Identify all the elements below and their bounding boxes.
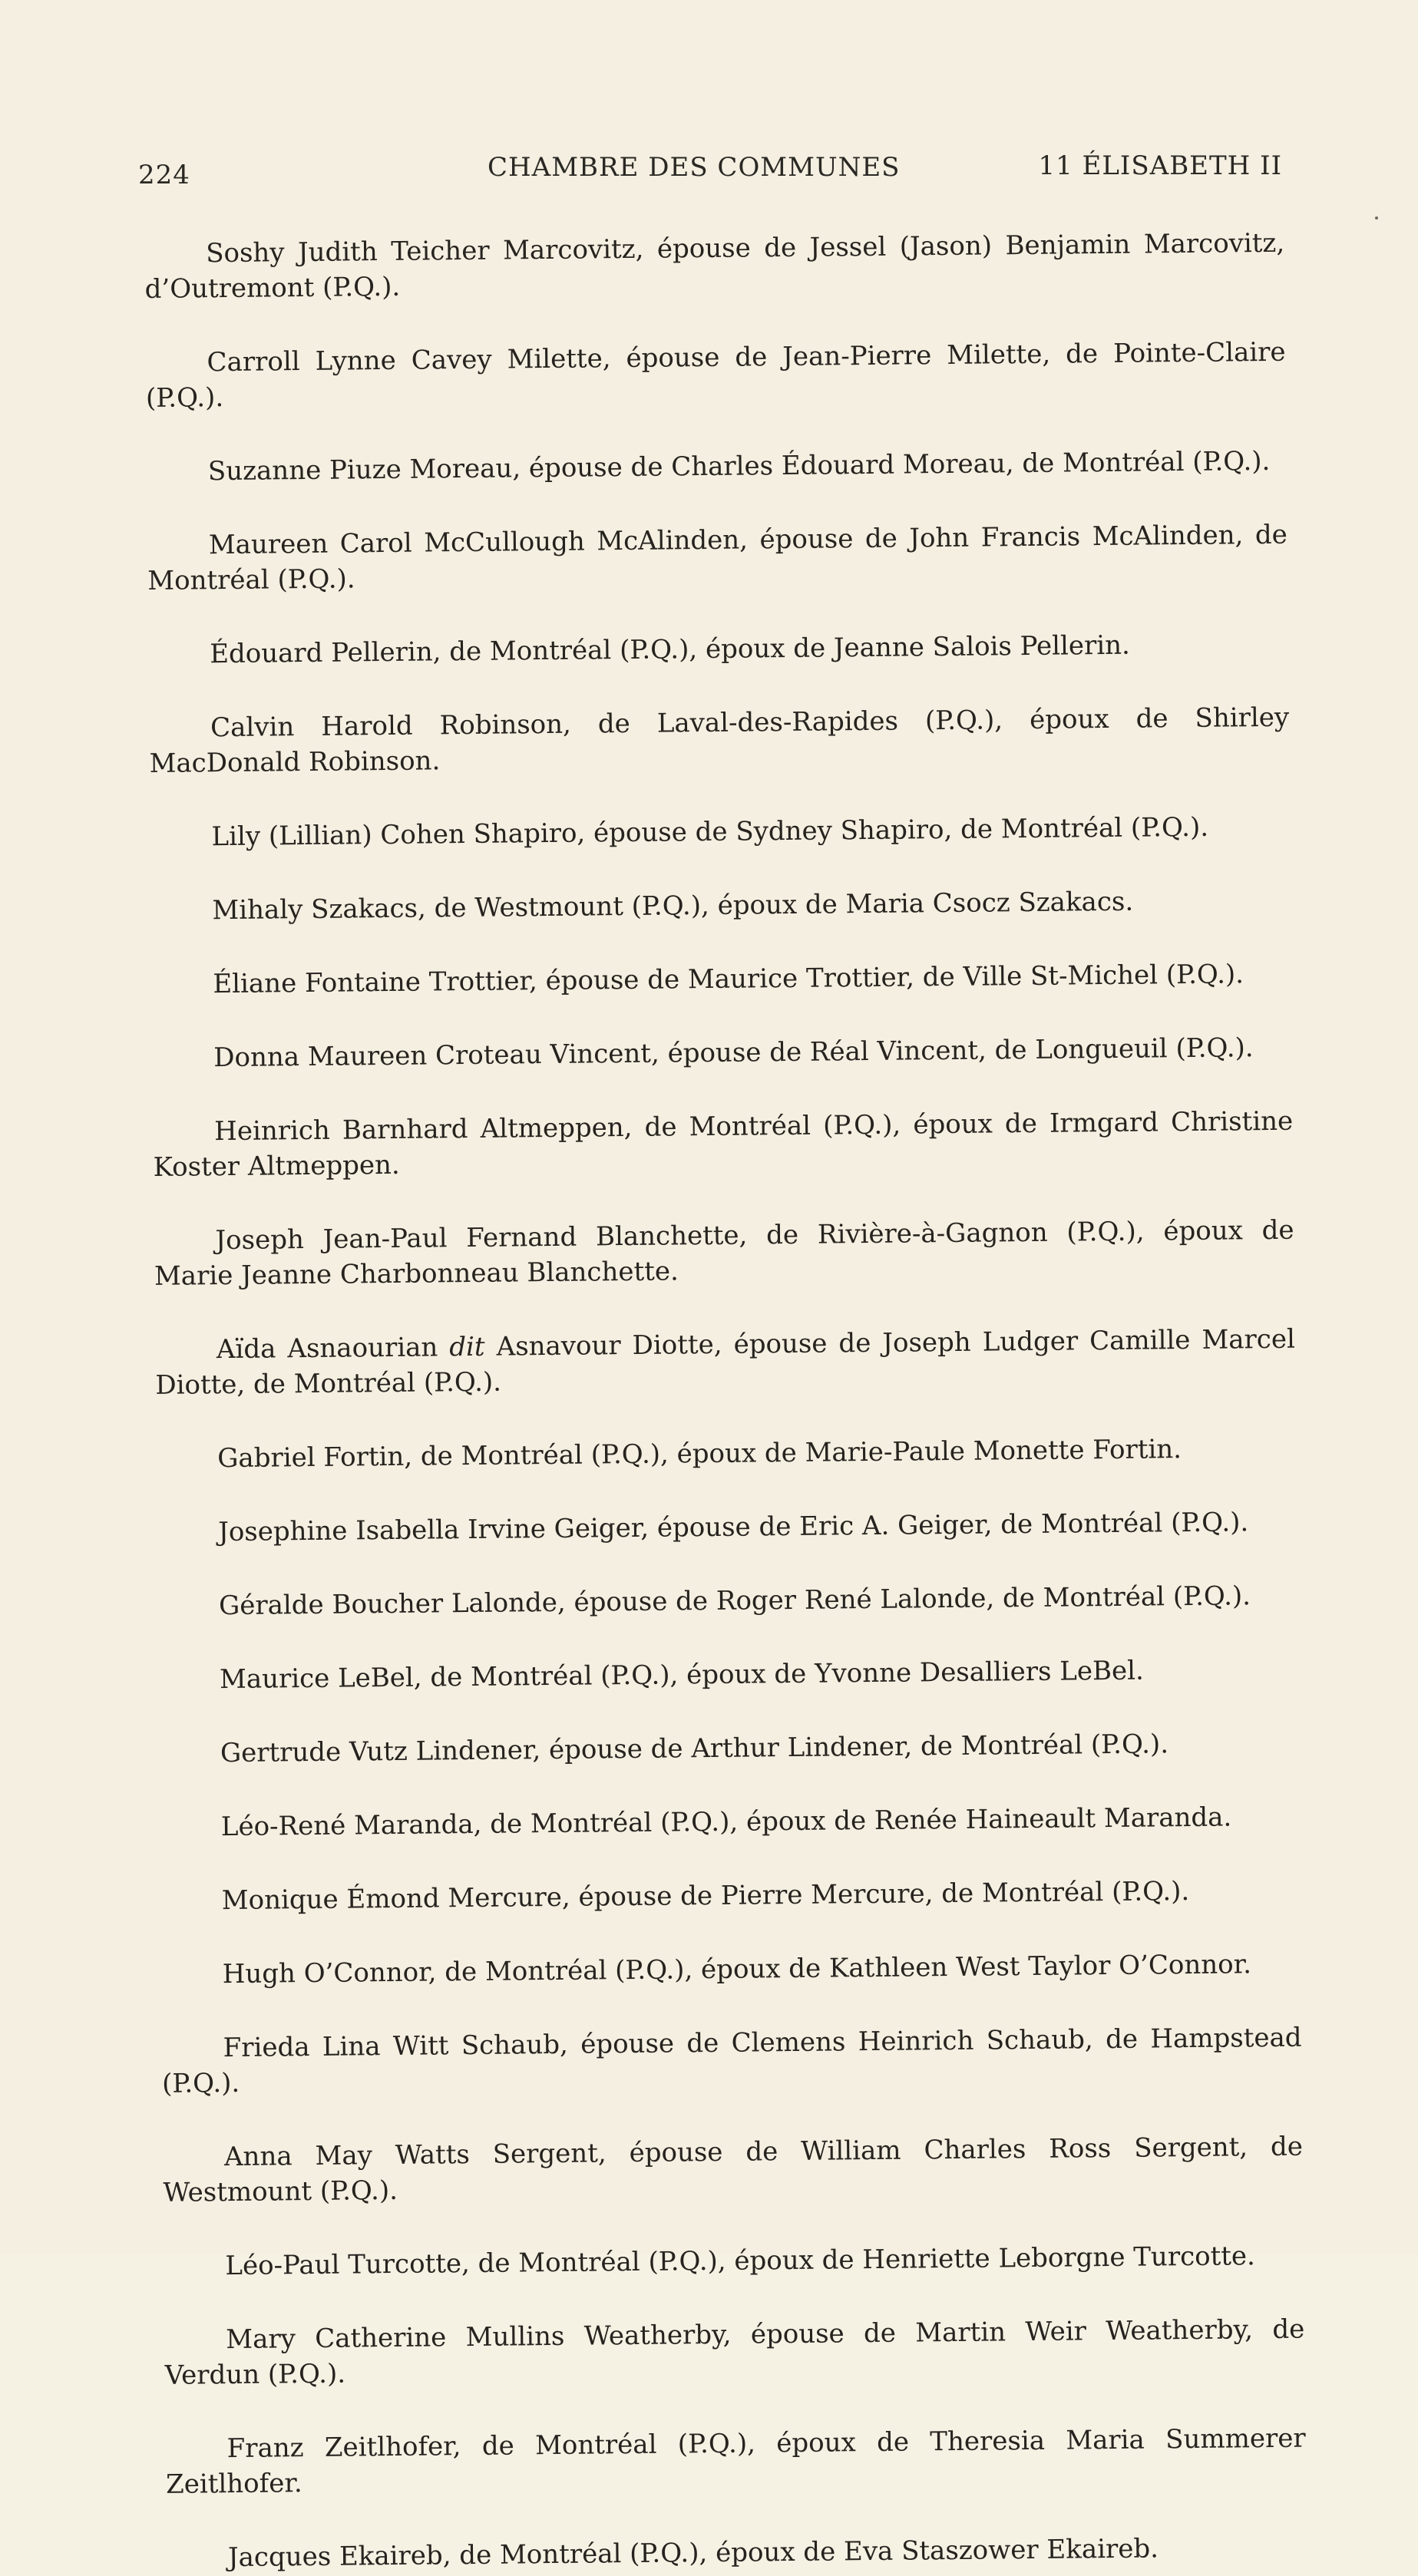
entry-2: Carroll Lynne Cavey Milette, épouse de Jean-Pierre Milette, de Pointe-Claire (P.Q.). (145, 336, 1286, 414)
entry-10: Donna Maureen Croteau Vincent, épouse de Réal Vincent, de Longueuil (P.Q.). (213, 1032, 1254, 1074)
paper-speck (1375, 216, 1378, 220)
entry-20: Monique Émond Mercure, épouse de Pierre Mercure, de Montréal (P.Q.). (221, 1876, 1190, 1917)
running-header (138, 150, 1282, 189)
entry-6: Calvin Harold Robinson, de Laval-des-Rapides (P.Q.), époux de Shirley MacDonald Robinson. (149, 702, 1290, 779)
entry-19: Léo-René Maranda, de Montréal (P.Q.), époux de Renée Haineault Maranda. (220, 1802, 1232, 1843)
entry-17: Maurice LeBel, de Montréal (P.Q.), époux de Yvonne Desalliers LeBel. (219, 1655, 1144, 1696)
header-title: CHAMBRE DES COMMUNES (488, 152, 901, 183)
entry-9: Éliane Fontaine Trottier, épouse de Maurice Trottier, de Ville St-Michel (P.Q.). (213, 959, 1244, 1000)
entry-26: Franz Zeitlhofer, de Montréal (P.Q.), époux de Theresia Maria Summerer Zeitlhofer. (165, 2422, 1306, 2500)
entry-4: Maureen Carol McCullough McAlinden, épouse de John Francis McAlinden, de Montréal (P.Q.). (147, 519, 1287, 596)
entry-16: Géralde Boucher Lalonde, épouse de Roger René Lalonde, de Montréal (P.Q.). (218, 1580, 1251, 1622)
entry-22: Frieda Lina Witt Schaub, épouse de Clemens Heinrich Schaub, de Hampstead (P.Q.). (161, 2022, 1302, 2099)
page-number: 224 (138, 160, 190, 190)
entry-14: Gabriel Fortin, de Montréal (P.Q.), époux de Marie-Paule Monette Fortin. (217, 1434, 1182, 1475)
entry-13: Aïda Asnaourian dit Asnavour Diotte, épouse de Joseph Ludger Camille Marcel Diotte, de Montréal (P.Q.). (155, 1323, 1296, 1401)
entry-12: Joseph Jean-Paul Fernand Blanchette, de Rivière-à-Gagnon (P.Q.), époux de Marie Jeanne Charbonneau Blanchette. (154, 1214, 1294, 1292)
entry-11: Heinrich Barnhard Altmeppen, de Montréal (P.Q.), époux de Irmgard Christine Koster Altmeppen. (153, 1105, 1294, 1183)
entry-18: Gertrude Vutz Lindener, épouse de Arthur Lindener, de Montréal (P.Q.). (220, 1729, 1169, 1769)
entry-list (144, 226, 1307, 2576)
entry-5: Édouard Pellerin, de Montréal (P.Q.), époux de Jeanne Salois Pellerin. (210, 629, 1131, 670)
entry-8: Mihaly Szakacs, de Westmount (P.Q.), époux de Maria Csocz Szakacs. (212, 886, 1134, 926)
entry-15: Josephine Isabella Irvine Geiger, épouse de Eric A. Geiger, de Montréal (P.Q.). (218, 1507, 1249, 1548)
entry-25: Mary Catherine Mullins Weatherby, épouse de Martin Weir Weatherby, de Verdun (P.Q.). (164, 2313, 1305, 2391)
entry-21: Hugh O’Connor, de Montréal (P.Q.), époux de Kathleen West Taylor O’Connor. (222, 1949, 1252, 1990)
entry-7: Lily (Lillian) Cohen Shapiro, épouse de Sydney Shapiro, de Montréal (P.Q.). (211, 811, 1209, 853)
entry-24: Léo-Paul Turcotte, de Montréal (P.Q.), époux de Henriette Leborgne Turcotte. (225, 2241, 1256, 2282)
entry-3: Suzanne Piuze Moreau, épouse de Charles Édouard Moreau, de Montréal (P.Q.). (207, 445, 1271, 487)
entry-23: Anna May Watts Sergent, épouse de William Charles Ross Sergent, de Westmount (P.Q.). (163, 2131, 1304, 2208)
entry-1: Soshy Judith Teicher Marcovitz, épouse de Jessel (Jason) Benjamin Marcovitz, d’Outremont (P.Q.). (144, 227, 1285, 305)
entry-27: Jacques Ekaireb, de Montréal (P.Q.), époux de Eva Staszower Ekaireb. (227, 2533, 1159, 2574)
header-reign: 11 ÉLISABETH II (1038, 150, 1282, 181)
